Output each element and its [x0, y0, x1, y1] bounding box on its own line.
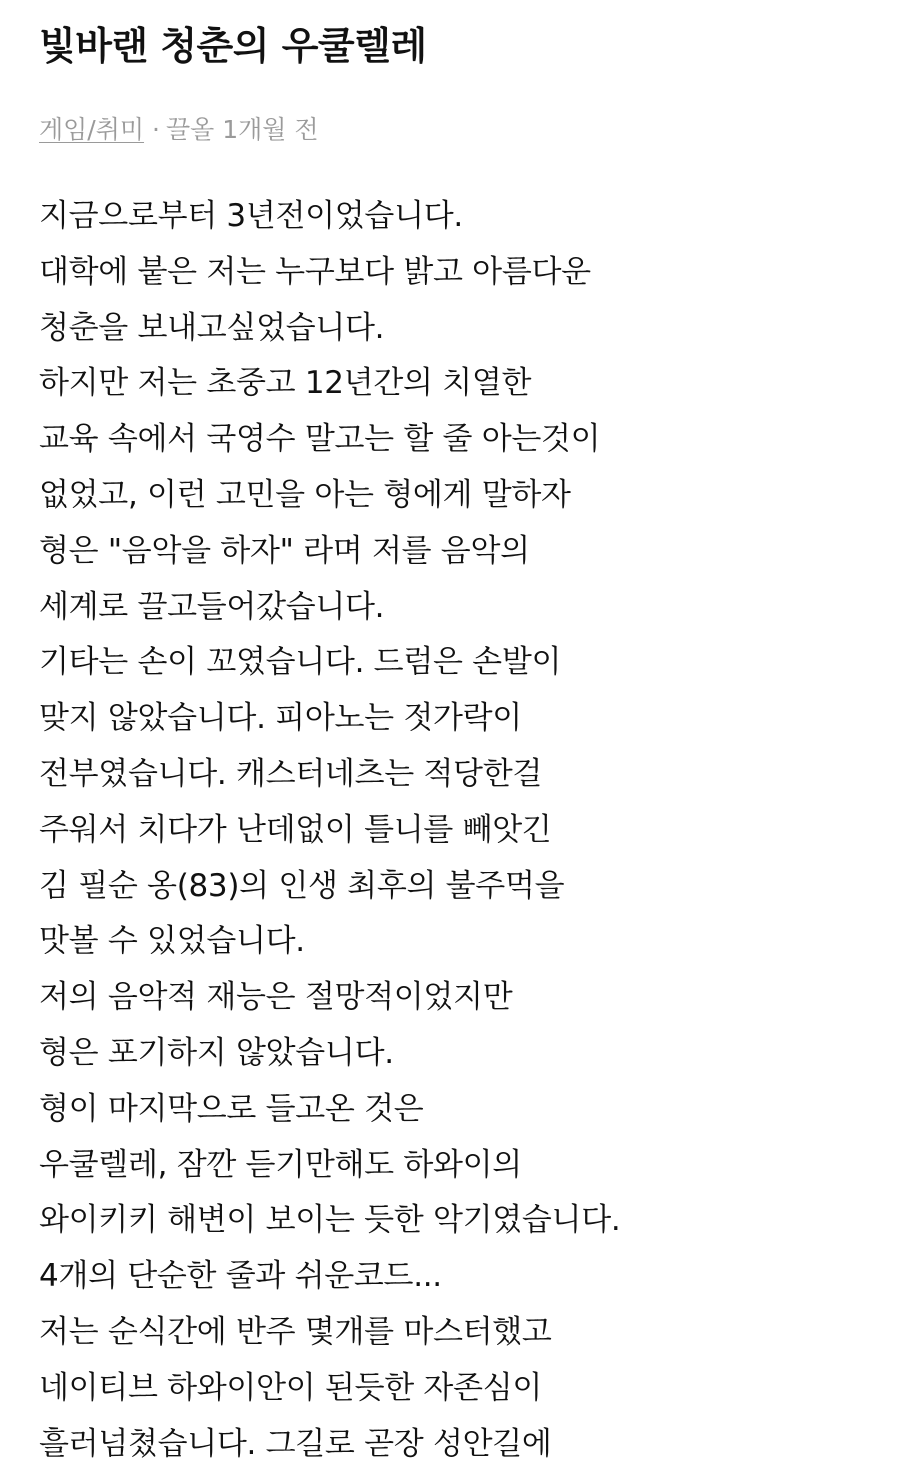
- body-line: 하지만 저는 초중고 12년간의 치열한: [39, 365, 532, 402]
- body-line: 기타는 손이 꼬였습니다. 드럼은 손발이: [39, 644, 562, 681]
- category-link[interactable]: 게임/취미: [39, 115, 145, 144]
- body-line: 전부였습니다. 캐스터네츠는 적당한걸: [39, 755, 542, 792]
- body-line: 교육 속에서 국영수 말고는 할 줄 아는것이: [39, 421, 601, 458]
- body-line: 4개의 단순한 줄과 쉬운코드...: [39, 1258, 442, 1295]
- post-body: [39, 191, 620, 1474]
- meta-separator: ·: [152, 115, 160, 144]
- body-line: 대학에 붙은 저는 누구보다 밝고 아름다운: [39, 253, 591, 290]
- author-name: 끌올: [165, 115, 215, 144]
- post-title: 빛바랜 청춘의 우쿨렐레: [39, 24, 427, 68]
- body-line: 주워서 치다가 난데없이 틀니를 빼앗긴: [39, 811, 552, 848]
- post-meta: [39, 110, 319, 150]
- body-line: 저의 음악적 재능은 절망적이었지만: [39, 979, 513, 1016]
- body-line: 와이키키 해변이 보이는 듯한 악기였습니다.: [39, 1202, 621, 1239]
- body-line: 청춘을 보내고싶었습니다.: [39, 309, 385, 346]
- body-line: 형은 "음악을 하자" 라며 저를 음악의: [39, 532, 530, 569]
- body-line: 지금으로부터 3년전이었습니다.: [39, 198, 463, 234]
- body-line: 형이 마지막으로 들고온 것은: [39, 1090, 424, 1127]
- body-line: 형은 포기하지 않았습니다.: [39, 1034, 394, 1071]
- body-line: 없었고, 이런 고민을 아는 형에게 말하자: [39, 476, 571, 513]
- body-line: 흘러넘쳤습니다. 그길로 곧장 성안길에: [39, 1425, 552, 1462]
- body-line: 네이티브 하와이안이 된듯한 자존심이: [39, 1369, 542, 1406]
- body-line: 김 필순 옹(83)의 인생 최후의 불주먹을: [39, 867, 565, 904]
- post-time: 1개월 전: [222, 115, 319, 144]
- body-line: 우쿨렐레, 잠깐 듣기만해도 하와이의: [39, 1146, 522, 1183]
- body-line: 세계로 끌고들어갔습니다.: [39, 588, 385, 625]
- body-line: 저는 순식간에 반주 몇개를 마스터했고: [39, 1313, 552, 1350]
- body-line: 맞지 않았습니다. 피아노는 젓가락이: [39, 700, 522, 737]
- body-line: 맛볼 수 있었습니다.: [39, 923, 305, 960]
